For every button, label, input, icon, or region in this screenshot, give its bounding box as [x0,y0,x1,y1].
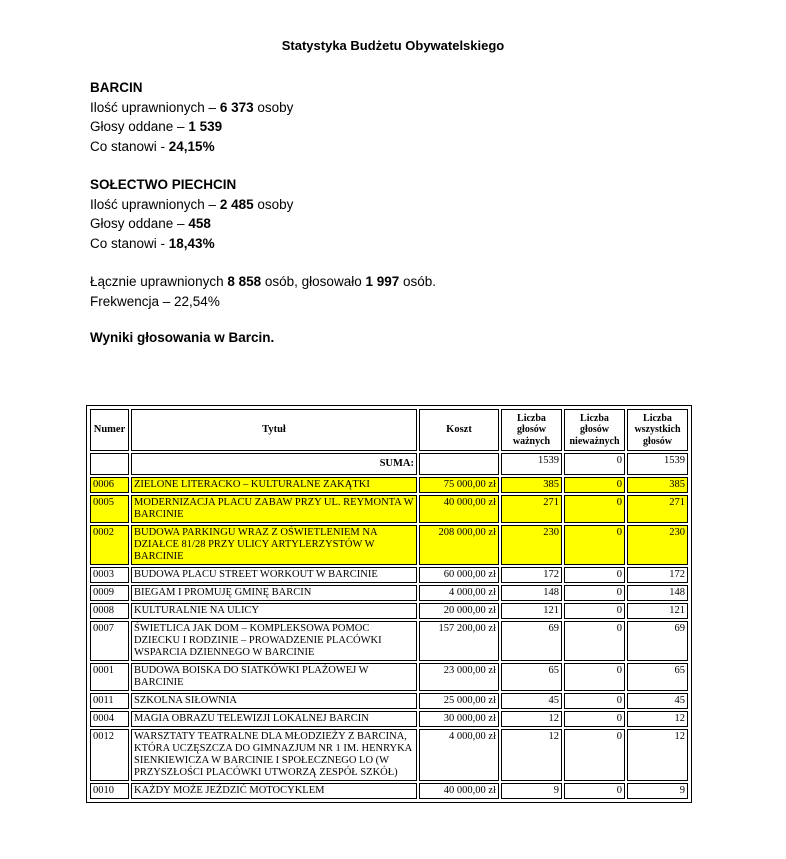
cell-all: 9 [627,783,688,799]
cell-valid: 121 [501,603,562,619]
table-row [90,603,688,619]
cell-invalid: 0 [564,525,625,565]
totals-eligible: 8 858 [227,274,262,289]
piechcin-share-line [90,234,293,254]
cell-title: WARSZTATY TEATRALNE DLA MŁODZIEŻY Z BARCINA, KTÓRA UCZĘSZCZA DO GIMNAZJUM NR 1 IM. HENRYKA SIENKIEWICZA W BARCINIE I SPOŁECZNEGO LO (W PRZYSZŁOŚCI PLACÓWKI UTWORZĄ ZESPÓŁ SZKÓŁ) [131,729,417,781]
cell-valid: 45 [501,693,562,709]
barcin-eligible-label: Ilość uprawnionych – [90,99,220,115]
cell-valid: 271 [501,495,562,523]
sum-number-cell [90,453,129,475]
cell-invalid: 0 [564,693,625,709]
cell-number: 0006 [90,477,129,493]
barcin-share-line [90,137,293,157]
section-totals [90,272,436,311]
cell-invalid: 0 [564,567,625,583]
cell-number: 0001 [90,663,129,691]
table-row [90,693,688,709]
cell-invalid: 0 [564,729,625,781]
sum-cost-cell [419,453,499,475]
piechcin-share-label: Co stanowi - [90,235,169,251]
cell-cost: 25 000,00 zł [419,693,499,709]
sum-row [90,453,688,475]
cell-all: 69 [627,621,688,661]
cell-invalid: 0 [564,603,625,619]
cell-valid: 12 [501,729,562,781]
cell-number: 0004 [90,711,129,727]
cell-invalid: 0 [564,585,625,601]
section-barcin [90,78,293,156]
cell-invalid: 0 [564,711,625,727]
barcin-eligible-value: 6 373 [219,99,254,115]
cell-number: 0009 [90,585,129,601]
cell-title: BUDOWA PARKINGU WRAZ Z OŚWIETLENIEM NA DZIAŁCE 81/28 PRZY ULICY ARTYLERZYSTÓW W BARCINIE [131,525,417,565]
cell-number: 0007 [90,621,129,661]
cell-invalid: 0 [564,495,625,523]
header-all: Liczba wszystkich głosów [627,409,688,451]
sum-all: 1539 [627,453,688,475]
sum-valid: 1539 [501,453,562,475]
header-number: Numer [90,409,129,451]
cell-title: ŚWIETLICA JAK DOM – KOMPLEKSOWA POMOC DZIECKU I RODZINIE – PROWADZENIE PLACÓWKI WSPARCIA DZIENNEGO W BARCINIE [131,621,417,661]
barcin-votes-value: 1 539 [188,119,223,134]
cell-cost: 208 000,00 zł [419,525,499,565]
cell-cost: 75 000,00 zł [419,477,499,493]
totals-suffix: osób. [399,274,437,289]
header-title: Tytuł [131,409,417,451]
cell-title: MODERNIZACJA PLACU ZABAW PRZY UL. REYMONTA W BARCINIE [131,495,417,523]
cell-cost: 20 000,00 zł [419,603,499,619]
barcin-votes-line [90,117,293,137]
piechcin-eligible-line [90,195,293,215]
cell-cost: 23 000,00 zł [419,663,499,691]
cell-title: KULTURALNIE NA ULICY [131,603,417,619]
cell-title: BUDOWA PLACU STREET WORKOUT W BARCINIE [131,567,417,583]
table-row [90,477,688,493]
cell-number: 0005 [90,495,129,523]
cell-all: 12 [627,729,688,781]
cell-cost: 60 000,00 zł [419,567,499,583]
cell-all: 172 [627,567,688,583]
cell-number: 0008 [90,603,129,619]
cell-invalid: 0 [564,477,625,493]
sum-invalid: 0 [564,453,625,475]
cell-valid: 12 [501,711,562,727]
cell-all: 385 [627,477,688,493]
table-row [90,585,688,601]
piechcin-eligible-value: 2 485 [219,196,254,212]
turnout-line: Frekwencja – 22,54% [90,293,220,309]
piechcin-eligible-label: Ilość uprawnionych – [90,196,220,212]
piechcin-eligible-unit: osoby [253,196,294,212]
barcin-share-value: 24,15% [168,138,215,154]
results-table-frame [86,405,692,803]
cell-title: BUDOWA BOISKA DO SIATKÓWKI PLAŻOWEJ W BARCINIE [131,663,417,691]
barcin-eligible-line [90,98,293,118]
cell-valid: 172 [501,567,562,583]
piechcin-votes-label: Głosy oddane – [90,216,189,231]
barcin-votes-label: Głosy oddane – [90,119,189,134]
table-row [90,495,688,523]
table-row [90,621,688,661]
sum-label: SUMA: [131,453,417,475]
cell-all: 65 [627,663,688,691]
cell-title: SZKOLNA SIŁOWNIA [131,693,417,709]
cell-cost: 4 000,00 zł [419,585,499,601]
table-row [90,525,688,565]
cell-invalid: 0 [564,663,625,691]
cell-number: 0010 [90,783,129,799]
cell-all: 230 [627,525,688,565]
table-row [90,729,688,781]
results-heading: Wyniki głosowania w Barcin. [90,330,275,345]
cell-number: 0002 [90,525,129,565]
cell-valid: 9 [501,783,562,799]
piechcin-share-value: 18,43% [168,235,215,251]
totals-voted: 1 997 [365,274,400,289]
table-row [90,663,688,691]
cell-all: 121 [627,603,688,619]
cell-all: 45 [627,693,688,709]
cell-valid: 230 [501,525,562,565]
cell-cost: 40 000,00 zł [419,783,499,799]
table-row [90,783,688,799]
cell-valid: 69 [501,621,562,661]
cell-number: 0003 [90,567,129,583]
cell-number: 0011 [90,693,129,709]
totals-prefix: Łącznie uprawnionych [90,274,228,289]
barcin-share-label: Co stanowi - [90,138,169,154]
totals-line [90,272,436,292]
table-header-row [90,409,688,451]
section-piechcin [90,175,293,253]
piechcin-votes-line [90,214,293,234]
cell-cost: 157 200,00 zł [419,621,499,661]
cell-title: BIEGAM I PROMUJĘ GMINĘ BARCIN [131,585,417,601]
document-title: Statystyka Budżetu Obywatelskiego [281,38,505,53]
cell-cost: 30 000,00 zł [419,711,499,727]
cell-valid: 65 [501,663,562,691]
cell-all: 271 [627,495,688,523]
totals-middle: osób, głosowało [261,274,366,289]
header-invalid: Liczba głosów nieważnych [564,409,625,451]
cell-invalid: 0 [564,621,625,661]
cell-number: 0012 [90,729,129,781]
cell-title: ZIELONE LITERACKO – KULTURALNE ZAKĄTKI [131,477,417,493]
cell-valid: 385 [501,477,562,493]
cell-all: 148 [627,585,688,601]
cell-all: 12 [627,711,688,727]
header-cost: Koszt [419,409,499,451]
cell-title: KAŻDY MOŻE JEŹDZIĆ MOTOCYKLEM [131,783,417,799]
barcin-eligible-unit: osoby [253,99,294,115]
results-table [88,407,690,801]
table-row [90,567,688,583]
section-barcin-heading: BARCIN [90,80,143,95]
piechcin-votes-value: 458 [188,216,211,231]
cell-invalid: 0 [564,783,625,799]
cell-valid: 148 [501,585,562,601]
cell-cost: 4 000,00 zł [419,729,499,781]
table-row [90,711,688,727]
section-piechcin-heading: SOŁECTWO PIECHCIN [90,177,237,192]
cell-cost: 40 000,00 zł [419,495,499,523]
cell-title: MAGIA OBRAZU TELEWIZJI LOKALNEJ BARCIN [131,711,417,727]
header-valid: Liczba głosów ważnych [501,409,562,451]
